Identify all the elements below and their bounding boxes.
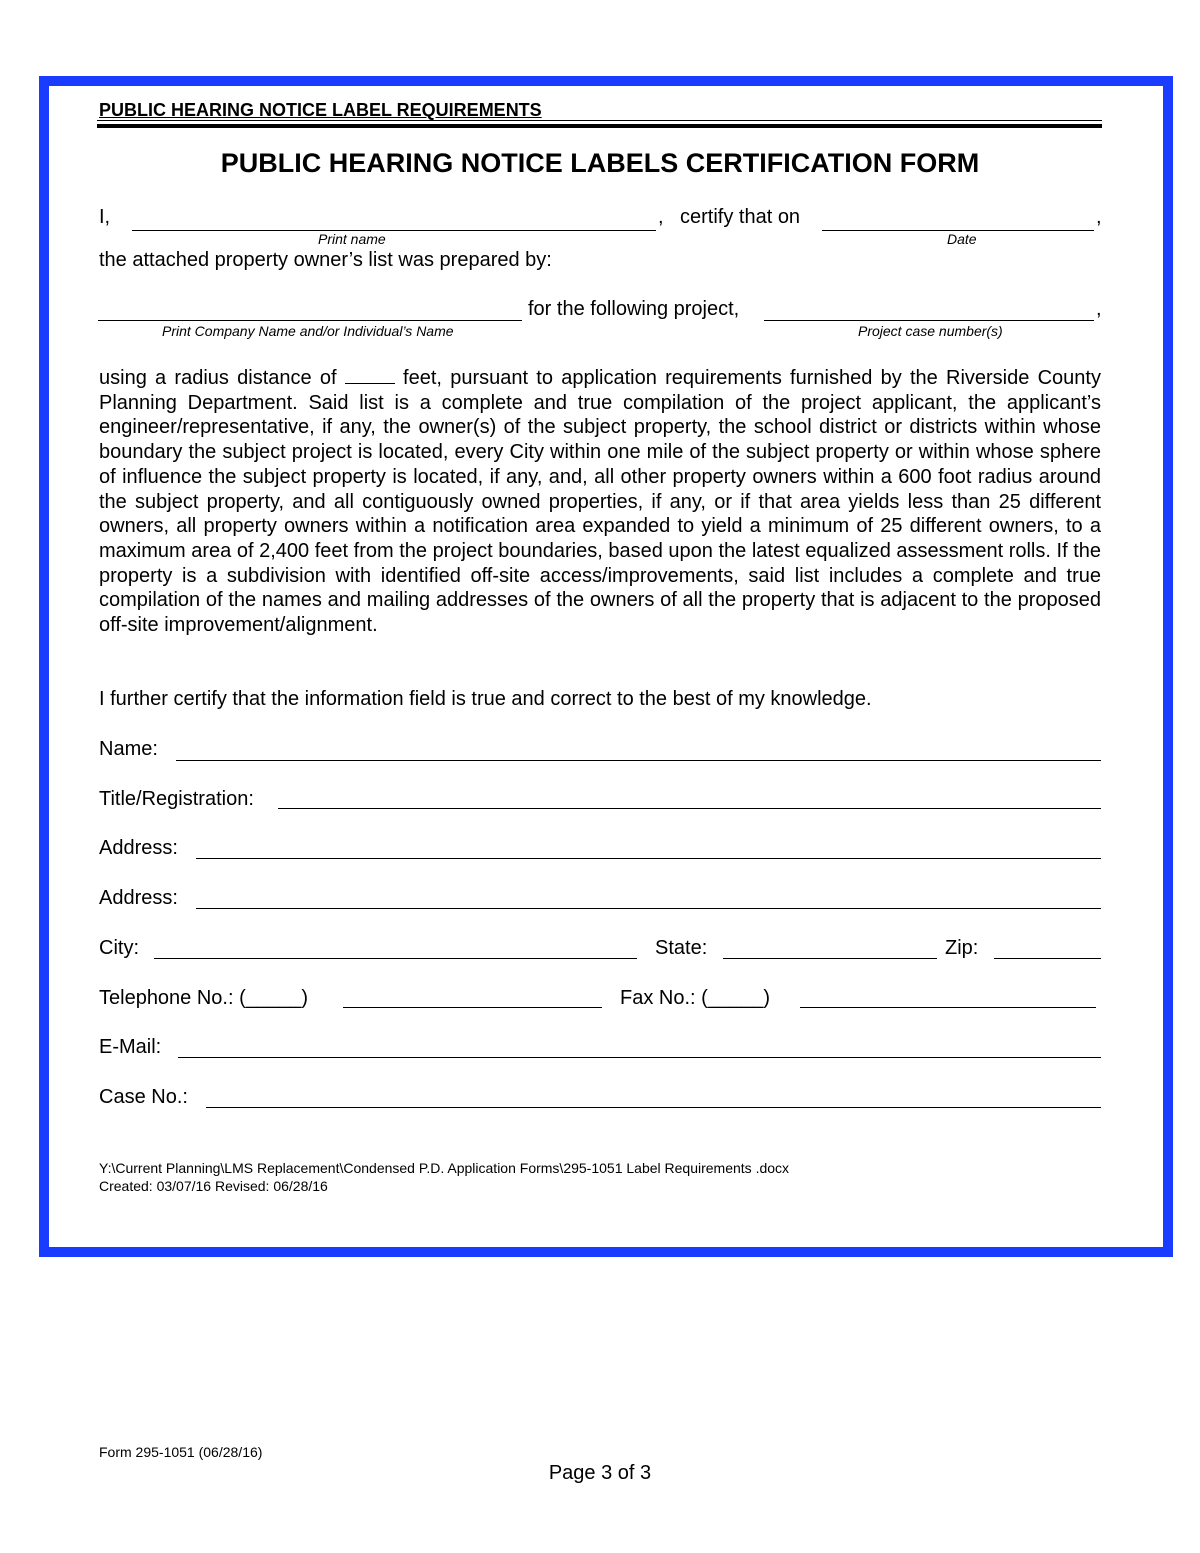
email-field[interactable] bbox=[178, 1057, 1101, 1058]
certify-prefix: I, bbox=[99, 206, 111, 228]
form-number: Form 295-1051 (06/28/16) bbox=[99, 1444, 263, 1460]
prepared-by-text: the attached property owner’s list was prepared by: bbox=[99, 249, 552, 271]
name-label: Name: bbox=[99, 738, 158, 760]
telephone-field[interactable] bbox=[343, 1007, 602, 1008]
created-revised: Created: 03/07/16 Revised: 06/28/16 bbox=[99, 1178, 328, 1194]
paragraph-part1: using a radius distance of bbox=[99, 367, 345, 389]
state-label: State: bbox=[655, 937, 708, 959]
company-caption: Print Company Name and/or Individual’s Name bbox=[162, 323, 454, 339]
certify-text: certify that on bbox=[680, 206, 801, 228]
address1-label: Address: bbox=[99, 837, 178, 859]
print-name-field[interactable] bbox=[132, 230, 656, 231]
address1-field[interactable] bbox=[196, 858, 1101, 859]
city-field[interactable] bbox=[154, 958, 637, 959]
telephone-label: Telephone No.: (_____) bbox=[99, 987, 309, 1009]
company-name-field[interactable] bbox=[98, 320, 522, 321]
for-project-text: for the following project, bbox=[528, 298, 740, 320]
city-label: City: bbox=[99, 937, 139, 959]
header-rule-thin bbox=[97, 120, 1102, 121]
address2-label: Address: bbox=[99, 887, 178, 909]
title-registration-label: Title/Registration: bbox=[99, 788, 254, 810]
form-title: PUBLIC HEARING NOTICE LABELS CERTIFICATION FORM bbox=[220, 148, 980, 178]
email-label: E-Mail: bbox=[99, 1036, 162, 1058]
title-registration-field[interactable] bbox=[278, 808, 1101, 809]
fax-field[interactable] bbox=[800, 1007, 1096, 1008]
file-path: Y:\Current Planning\LMS Replacement\Condensed P.D. Application Forms\295-1051 Label Requirements .docx bbox=[99, 1160, 790, 1176]
case-no-field[interactable] bbox=[206, 1107, 1101, 1108]
section-title: PUBLIC HEARING NOTICE LABEL REQUIREMENTS bbox=[99, 100, 542, 120]
name-field[interactable] bbox=[176, 760, 1101, 761]
address2-field[interactable] bbox=[196, 908, 1101, 909]
case-no-label: Case No.: bbox=[99, 1086, 188, 1108]
fax-label: Fax No.: (_____) bbox=[620, 987, 771, 1009]
state-field[interactable] bbox=[723, 958, 937, 959]
case-caption: Project case number(s) bbox=[858, 323, 1003, 339]
radius-distance-field[interactable] bbox=[345, 367, 395, 384]
date-trailing-comma: , bbox=[1096, 206, 1102, 228]
certification-paragraph bbox=[99, 366, 1101, 638]
zip-field[interactable] bbox=[994, 958, 1101, 959]
further-certify-text: I further certify that the information field is true and correct to the best of my knowledge. bbox=[99, 688, 872, 710]
paragraph-part2: feet, pursuant to application requirements furnished by the Riverside County Planning Department. Said list is a complete and true compilation of the project applicant, the applicant’s engineer/representative, if any, the owner(s) of the subject property, the school district or districts within whose boundary the subject project is located, every City within one mile of the subject property or within whose sphere of influence the subject property is located, if any, and, all other property owners within a 600 foot radius around the subject property, and all contiguously owned properties, if any, or if that area yields less than 25 different owners, all property owners within a notification area expanded to yield a minimum of 25 different owners, to a maximum area of 2,400 feet from the project boundaries, based upon the latest equalized assessment rolls. If the property is a subdivision with identified off-site access/improvements, said list includes a complete and true compilation of the names and mailing addresses of the owners of all the property that is adjacent to the proposed off-site improvement/alignment. bbox=[99, 367, 1101, 637]
project-trailing-comma: , bbox=[1096, 298, 1102, 320]
certify-comma: , bbox=[658, 206, 664, 228]
page-number: Page 3 of 3 bbox=[548, 1462, 652, 1484]
date-caption: Date bbox=[947, 231, 977, 247]
header-rule-thick bbox=[97, 124, 1102, 128]
print-name-caption: Print name bbox=[318, 231, 386, 247]
zip-label: Zip: bbox=[945, 937, 979, 959]
case-number-field[interactable] bbox=[764, 320, 1094, 321]
